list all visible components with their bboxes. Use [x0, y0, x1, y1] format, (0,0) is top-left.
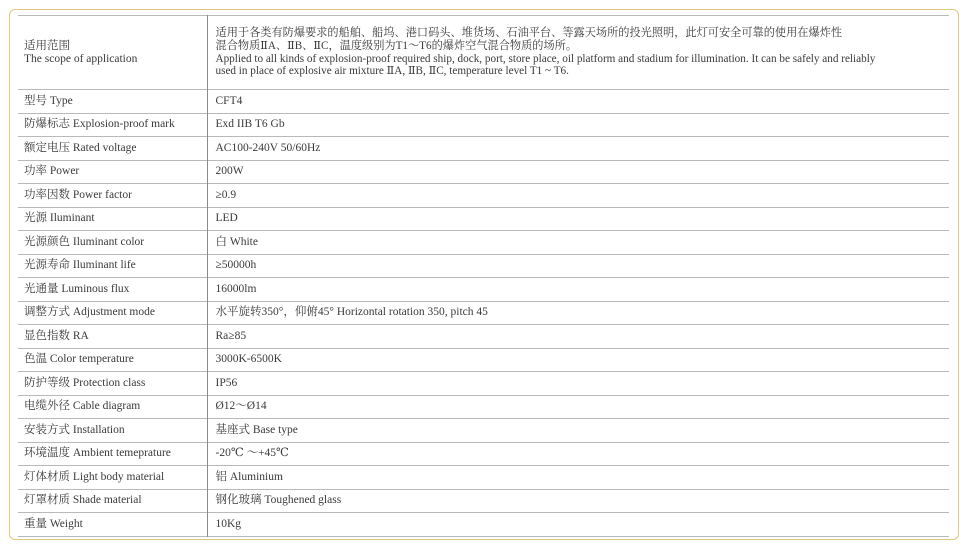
row-label: 光源 Iluminant [18, 207, 207, 231]
row-value: 基座式 Base type [215, 423, 298, 436]
row-value: ≥0.9 [215, 188, 237, 201]
row-label-cn: 适用范围 [24, 39, 70, 52]
table-row [18, 113, 949, 137]
table-row [18, 325, 949, 349]
row-value: 水平旋转350°，仰俯45° Horizontal rotation 350, pitch 45 [215, 306, 488, 319]
table-row [18, 137, 949, 161]
table-row [18, 254, 949, 278]
row-value: ≥50000h [215, 259, 257, 272]
row-label: 调整方式 Adjustment mode [18, 301, 207, 325]
row-value: Exd IIB T6 Gb [215, 118, 285, 131]
row-label: 功率 Power [18, 160, 207, 184]
row-label: 显色指数 RA [18, 325, 207, 349]
row-label: 环境温度 Ambient temeprature [18, 442, 207, 466]
table-row [18, 207, 949, 231]
row-label: 色温 Color temperature [18, 348, 207, 372]
row-label: 功率因数 Power factor [18, 184, 207, 208]
row-value: IP56 [215, 376, 238, 389]
table-row [18, 90, 949, 114]
table-row [18, 231, 949, 255]
row-label-en: The scope of application [24, 52, 138, 65]
row-value: 200W [215, 165, 244, 178]
row-value: CFT4 [215, 94, 243, 107]
table-row [18, 278, 949, 302]
row-value: AC100-240V 50/60Hz [215, 141, 321, 154]
table-row [18, 489, 949, 513]
table-row [18, 160, 949, 184]
table-row [18, 419, 949, 443]
row-label: 额定电压 Rated voltage [18, 137, 207, 161]
row-label: 灯体材质 Light body material [18, 466, 207, 490]
row-label: 型号 Type [18, 90, 207, 114]
row-value: 10Kg [215, 517, 242, 530]
row-value: 3000K-6500K [215, 353, 282, 366]
row-label: 光源寿命 Iluminant life [18, 254, 207, 278]
table-row [18, 372, 949, 396]
table-row [18, 442, 949, 466]
table-row [18, 184, 949, 208]
row-value: 铝 Aluminium [215, 470, 283, 483]
value-line-4: used in place of explosive air mixture ⅡA, ⅡB, ⅡC, temperature level T1 ~ T6. [215, 65, 569, 78]
table-row [18, 466, 949, 490]
row-value: LED [215, 212, 238, 225]
row-label: 重量 Weight [18, 513, 207, 537]
row-label: 光通量 Luminous flux [18, 278, 207, 302]
row-label: 电缆外径 Cable diagram [18, 395, 207, 419]
row-label: 灯罩材质 Shade material [18, 489, 207, 513]
row-value [207, 16, 949, 90]
row-label: 防护等级 Protection class [18, 372, 207, 396]
value-line-3: Applied to all kinds of explosion-proof required ship, dock, port, store place, oil platform and stadium for illumination. It can be safely and reliably [215, 52, 876, 65]
row-value: 16000lm [215, 282, 257, 295]
row-label: 防爆标志 Explosion-proof mark [18, 113, 207, 137]
value-line-1: 适用于各类有防爆要求的船舶、船坞、港口码头、堆货场、石油平台、等露天场所的投光照明，此灯可安全可靠的使用在爆炸性 [215, 27, 843, 40]
table-row [18, 301, 949, 325]
row-label: 安装方式 Installation [18, 419, 207, 443]
value-line-2: 混合物质ⅡA、ⅡB、ⅡC，温度级别为T1～T6的爆炸空气混合物质的场所。 [215, 39, 578, 52]
row-label: 光源颜色 Iluminant color [18, 231, 207, 255]
row-value: 钢化玻璃 Toughened glass [215, 494, 342, 507]
spec-table [18, 15, 949, 537]
table-row [18, 348, 949, 372]
table-row [18, 395, 949, 419]
row-label [18, 16, 207, 90]
row-value: 白 White [215, 235, 258, 248]
row-value: -20℃ ～+45℃ [215, 447, 289, 460]
table-row-application [18, 16, 949, 90]
table-row [18, 513, 949, 537]
row-value: Ra≥85 [215, 329, 247, 342]
row-value: Ø12～Ø14 [215, 400, 267, 413]
